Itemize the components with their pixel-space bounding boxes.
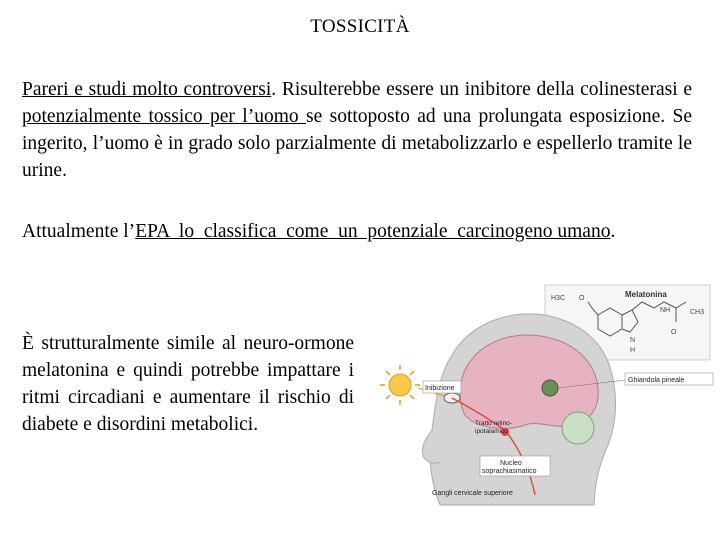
o-label: O bbox=[579, 295, 585, 302]
toxic-text: potenzialmente tossico per l’uomo bbox=[22, 106, 307, 127]
para1-text-a: . Risulterebbe essere un inibitore della colinesterasi e bbox=[271, 79, 692, 100]
nucleo-label-2: soprachiasmatico bbox=[482, 468, 537, 475]
controversial-text: Pareri e studi molto controversi bbox=[22, 79, 272, 100]
tratto-label-1: Tratto retino- bbox=[475, 420, 512, 427]
ghiandola-label: Ghiandola pineale bbox=[628, 377, 685, 384]
inibizione-label: Inibizione bbox=[425, 385, 455, 392]
pineal-gland-icon bbox=[542, 380, 558, 396]
epa-text: EPA lo classifica come un potenziale carcinogeno umano bbox=[135, 221, 611, 242]
para1-text-b: se sottoposto ad una prolungata esposizione. Se ingerito, l’uomo è in grado solo parzialmente di metabolizzarlo e espellerlo tramite le urine. bbox=[22, 106, 692, 181]
cerebellum-icon bbox=[562, 412, 594, 444]
h-label: H bbox=[630, 347, 636, 354]
tratto-label-2: ipotalamico bbox=[475, 428, 508, 435]
gangli-label: Gangli cervicale superiore bbox=[432, 490, 513, 497]
o2-label: O bbox=[671, 329, 677, 336]
sun-icon bbox=[380, 365, 420, 405]
h3c-label: H3C bbox=[551, 295, 566, 302]
para2-text-a: Attualmente l’ bbox=[22, 221, 136, 242]
ch3-label: CH3 bbox=[690, 309, 705, 316]
paragraph-epa bbox=[22, 218, 692, 245]
n-label: N bbox=[630, 337, 636, 344]
paragraph-toxicity bbox=[22, 76, 692, 184]
molecule-title: Melatonina bbox=[625, 290, 667, 299]
nh-label: NH bbox=[660, 307, 671, 314]
page-title: TOSSICITÀ bbox=[310, 16, 410, 37]
nucleo-label-1: Nucleo bbox=[500, 460, 522, 467]
paragraph-melatonin: È strutturalmente simile al neuro-ormone melatonina e quindi potrebbe impattare i ritmi circadiani e aumentare il rischio di diabete e disordini metabolici. bbox=[22, 333, 354, 435]
para2-text-b: . bbox=[610, 221, 616, 242]
melatonin-brain-figure bbox=[380, 280, 715, 515]
